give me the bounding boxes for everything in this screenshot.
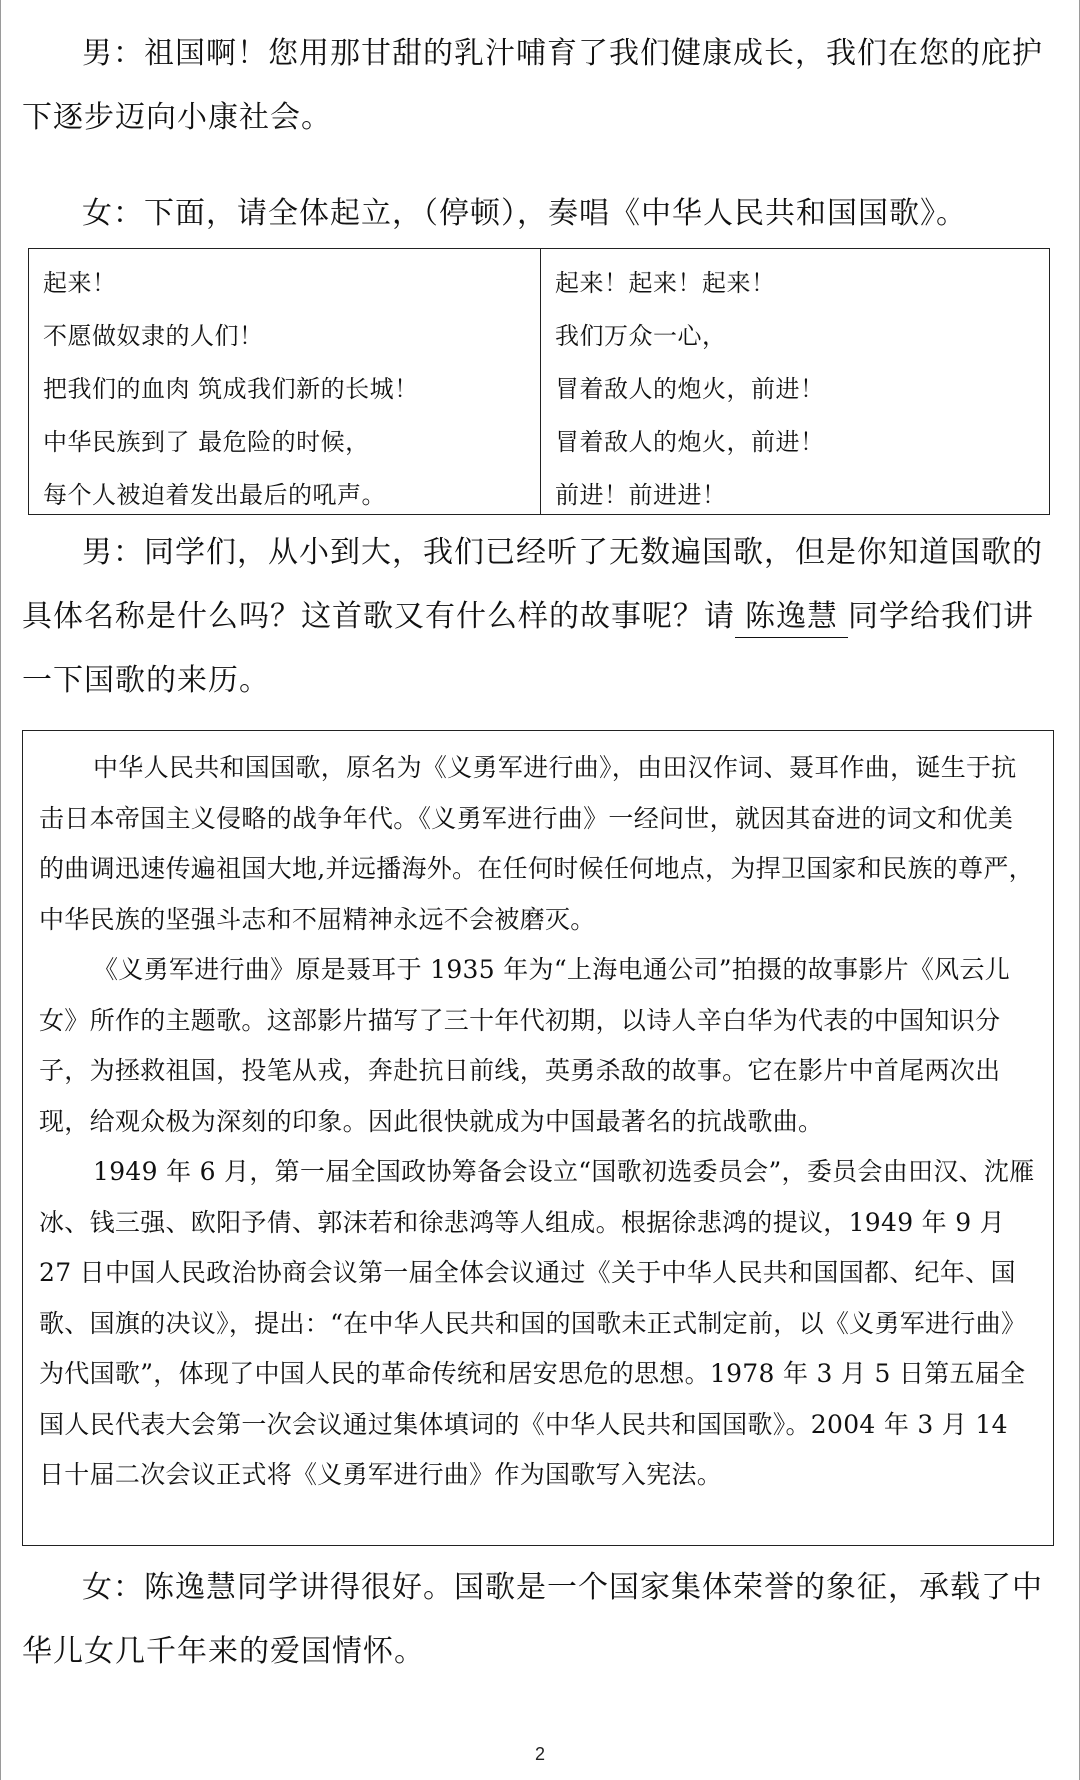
female-host-line-2: 女：陈逸慧同学讲得很好。国歌是一个国家集体荣誉的象征，承载了中华儿女几千年来的爱国情怀。 [22,1570,1043,1669]
anthem-lyric-line: 不愿做奴隶的人们！ [43,322,264,350]
anthem-history-box [22,730,1054,1546]
student-name-blank: 陈逸慧 [735,597,848,638]
page-left-edge [0,0,1,1780]
page-number: 2 [534,1744,545,1764]
history-paragraph: 1949 年 6 月，第一届全国政协筹备会设立“国歌初选委员会”，委员会由田汉、沈雁冰、钱三强、欧阳予倩、郭沫若和徐悲鸿等人组成。根据徐悲鸿的提议，1949 年 9 月 27 日中国人民政治协商会议第一届全体会议通过《关于中华人民共和国国都、纪年、国歌、国旗的决议》，提出：“在中华人民共和国的国歌未正式制定前，以《义勇军进行曲》为代国歌”，体现了中国人民的革命传统和居安思危的思想。1978 年 3 月 5 日第五届全国人民代表大会第一次会议通过集体填词的《中华人民共和国国歌》。2004 年 3 月 14 日十届二次会议正式将《义勇军进行曲》作为国歌写入宪法。 [39,1157,1035,1489]
female-host-line-1: 女：下面，请全体起立，（停顿），奏唱《中华人民共和国国歌》。 [82,196,967,231]
history-paragraph: 中华人民共和国国歌，原名为《义勇军进行曲》，由田汉作词、聂耳作曲，诞生于抗击日本帝国主义侵略的战争年代。《义勇军进行曲》一经问世，就因其奋进的词文和优美的曲调迅速传遍祖国大地,并远播海外。在任何时候任何地点，为捍卫国家和民族的尊严，中华民族的坚强斗志和不屈精神永远不会被磨灭。 [39,753,1034,934]
anthem-lyric-line: 前进！前进进！ [555,481,727,509]
male-host-line-2-after: 同学给我们讲一下国歌的来历。 [22,599,1034,698]
anthem-lyric-line: 每个人被迫着发出最后的吼声。 [43,481,386,509]
anthem-lyrics-right-column [541,249,1049,514]
anthem-lyric-line: 把我们的血肉 筑成我们新的长城！ [43,375,419,403]
male-host-line-2 [22,521,1058,713]
anthem-lyric-line: 起来！起来！起来！ [555,269,776,297]
anthem-lyric-line: 中华民族到了 最危险的时候， [43,428,370,456]
anthem-lyric-line: 起来！ [43,269,117,297]
history-paragraph: 《义勇军进行曲》原是聂耳于 1935 年为“上海电通公司”拍摄的故事影片《风云儿女》所作的主题歌。这部影片描写了三十年代初期，以诗人辛白华为代表的中国知识分子，为拯救祖国，投笔从戎，奔赴抗日前线，英勇杀敌的故事。它在影片中首尾两次出现，给观众极为深刻的印象。因此很快就成为中国最著名的抗战歌曲。 [39,955,1011,1136]
anthem-lyrics-left-column [29,249,541,514]
anthem-lyrics-table [28,248,1050,515]
male-host-line-2-before: 男：同学们，从小到大，我们已经听了无数遍国歌，但是你知道国歌的具体名称是什么吗？这首歌又有什么样的故事呢？请 [22,535,1043,634]
male-host-line-1: 男：祖国啊！您用那甘甜的乳汁哺育了我们健康成长，我们在您的庇护下逐步迈向小康社会。 [22,36,1043,135]
anthem-lyric-line: 冒着敌人的炮火，前进！ [555,428,825,456]
anthem-lyric-line: 我们万众一心， [555,322,727,350]
anthem-lyric-line: 冒着敌人的炮火，前进！ [555,375,825,403]
